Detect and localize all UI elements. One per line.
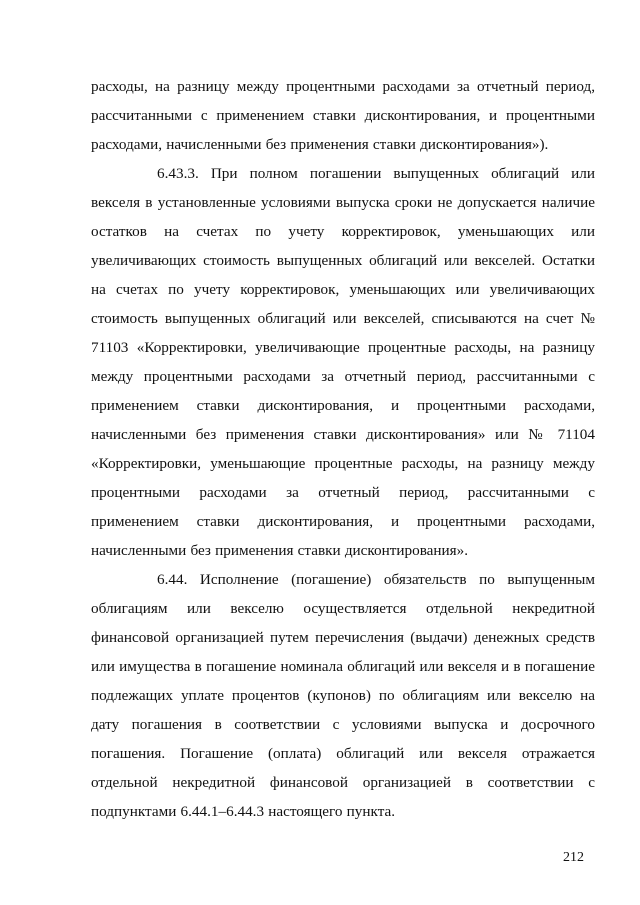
paragraph-6-43-3: 6.43.3. При полном погашении выпущенных облигаций или векселя в установленные условиями выпуска сроки не допускается наличие остатков на счетах по учету корректировок, уменьшающих или увеличивающих стоимость выпущенных облигаций или векселей. Остатки на счетах по учету корректировок, уменьшающих или увеличивающих стоимость выпущенных облигаций или векселей, списываются на счет № 71103 «Корректировки, увеличивающие процентные расходы, на разницу между процентными расходами за отчетный период, рассчитанными с применением ставки дисконтирования, и процентными расходами, начисленными без применения ставки дисконтирования» или № 71104 «Корректировки, уменьшающие процентные расходы, на разницу между процентными расходами за отчетный период, рассчитанными с применением ставки дисконтирования, и процентными расходами, начисленными без применения ставки дисконтирования». [91, 165, 595, 559]
body-text [91, 72, 595, 826]
paragraph-6-44: 6.44. Исполнение (погашение) обязательств по выпущенным облигациям или векселю осуществляется отдельной некредитной финансовой организацией путем перечисления (выдачи) денежных средств или имущества в погашение номинала облигаций или векселя и в погашение подлежащих уплате процентов (купонов) по облигациям или векселю на дату погашения в соответствии с условиями выпуска и досрочного погашения. Погашение (оплата) облигаций или векселя отражается отдельной некредитной финансовой организацией в соответствии с подпунктами 6.44.1–6.44.3 настоящего пункта. [91, 571, 595, 820]
page-number: 212 [563, 850, 584, 865]
paragraph-continuation: расходы, на разницу между процентными расходами за отчетный период, рассчитанными с применением ставки дисконтирования, и процентными расходами, начисленными без применения ставки дисконтирования»). [91, 78, 595, 153]
